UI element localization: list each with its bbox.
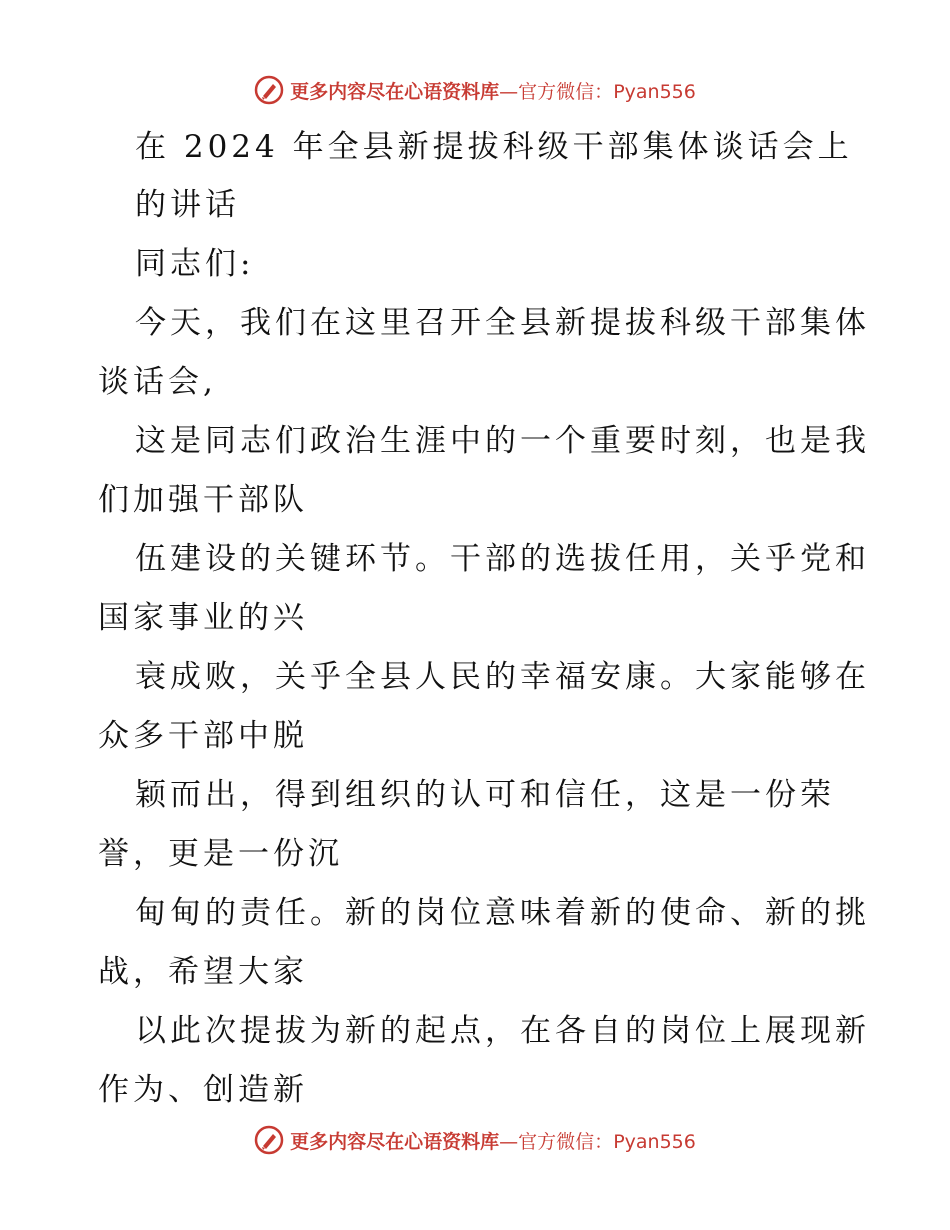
banner-brand: 更多内容尽在心语资料库 — [290, 80, 500, 103]
paragraph-line: 战，希望大家 — [98, 954, 308, 990]
paragraph-line: 以此次提拔为新的起点，在各自的岗位上展现新 — [135, 1013, 870, 1049]
document-title-line-2: 的讲话 — [135, 187, 240, 223]
paragraph-line: 们加强干部队 — [98, 482, 308, 518]
salutation: 同志们: — [135, 246, 255, 282]
paragraph-line: 这是同志们政治生涯中的一个重要时刻，也是我 — [135, 423, 870, 459]
header-banner — [0, 70, 950, 110]
paragraph-line: 今天，我们在这里召开全县新提拔科级干部集体 — [135, 305, 870, 341]
footer-banner — [0, 1120, 950, 1160]
banner-brand: 更多内容尽在心语资料库 — [290, 1130, 500, 1153]
banner-text — [290, 77, 696, 104]
paragraph-line: 作为、创造新 — [98, 1072, 308, 1108]
paragraph-line: 甸甸的责任。新的岗位意味着新的使命、新的挑 — [135, 895, 870, 931]
banner-contact-label: 官方微信： — [518, 1130, 614, 1153]
paragraph-line: 众多干部中脱 — [98, 718, 308, 754]
document-title-line-1: 在 2024 年全县新提拔科级干部集体谈话会上 — [135, 129, 853, 165]
banner-contact-id: Pyan556 — [613, 1130, 696, 1153]
paragraph-line: 衰成败，关乎全县人民的幸福安康。大家能够在 — [135, 659, 870, 695]
pen-logo-icon — [254, 75, 284, 105]
paragraph-line: 誉，更是一份沉 — [98, 836, 343, 872]
paragraph-line: 伍建设的关键环节。干部的选拔任用，关乎党和 — [135, 541, 870, 577]
paragraph-line: 颖而出，得到组织的认可和信任，这是一份荣 — [135, 777, 835, 813]
pen-logo-icon — [254, 1125, 284, 1155]
banner-separator: — — [499, 80, 519, 103]
banner-separator: — — [499, 1130, 519, 1153]
banner-text — [290, 1127, 696, 1154]
paragraph-line: 国家事业的兴 — [98, 600, 308, 636]
banner-contact-id: Pyan556 — [613, 80, 696, 103]
banner-contact-label: 官方微信： — [518, 80, 614, 103]
paragraph-line: 谈话会, — [98, 364, 217, 400]
